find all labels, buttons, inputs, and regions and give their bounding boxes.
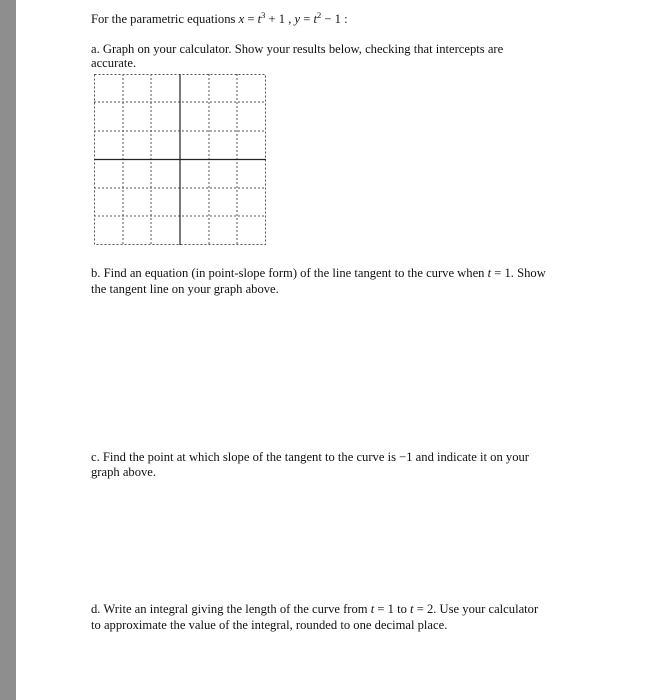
part-c-line-1: c. Find the point at which slope of the tangent to the curve is −1 and indicate it on your [91, 450, 529, 464]
part-d-line-1: d. Write an integral giving the length of the curve from t = 1 to t = 2. Use your calculator [91, 602, 539, 616]
part-d-line-2: to approximate the value of the integral, rounded to one decimal place. [91, 618, 448, 632]
part-b-line-1: b. Find an equation (in point-slope form) of the line tangent to the curve when t = 1. Show [91, 266, 546, 280]
problem-header: For the parametric equations $x = t^3 + 1$ , $y = t^2 - 1$ : [91, 10, 348, 26]
part-a-line-1: a. Graph on your calculator. Show your results below, checking that intercepts are [91, 42, 504, 56]
part-b-line-2: the tangent line on your graph above. [91, 282, 279, 296]
coordinate-grid [94, 74, 266, 245]
left-page-margin-bar [0, 0, 16, 700]
part-a-line-2: accurate. [91, 56, 137, 70]
part-c-line-2: graph above. [91, 465, 157, 479]
